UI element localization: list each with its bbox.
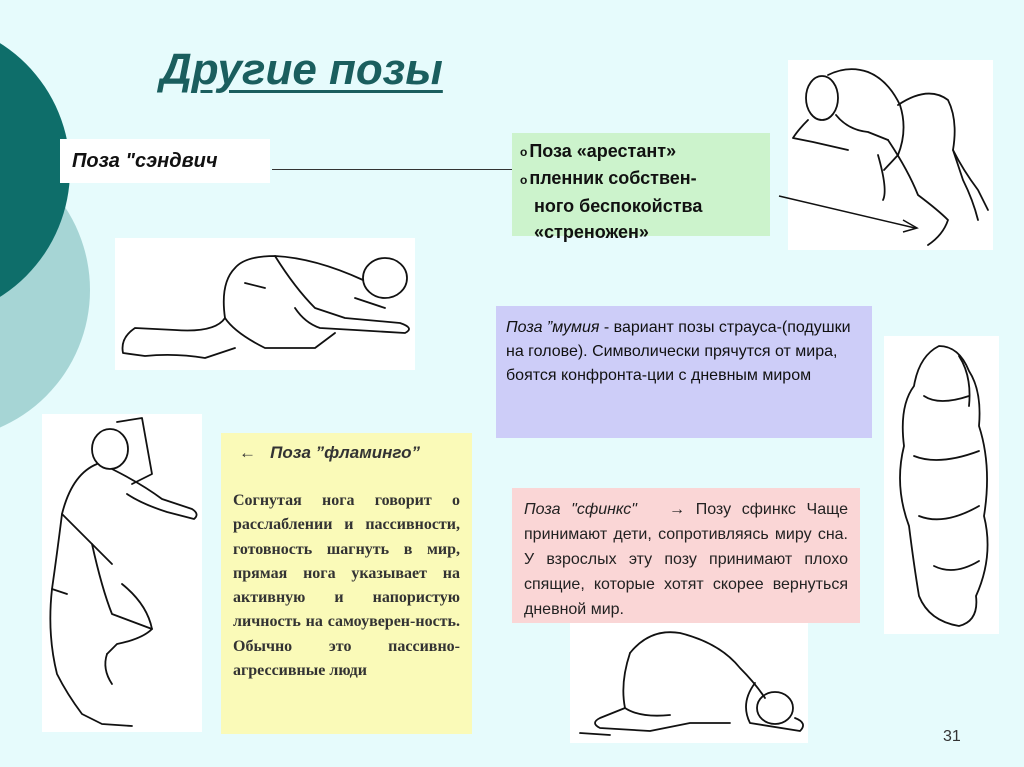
arrow-right-icon: → — [669, 501, 686, 518]
sandwich-figure — [115, 238, 415, 370]
sfinks-box — [512, 488, 860, 623]
page-title: Другие позы — [160, 45, 443, 94]
sfinks-name: Поза "сфинкс" — [524, 501, 637, 518]
arrestant-row-1 — [520, 138, 770, 165]
sfinks-figure — [570, 623, 808, 743]
flamingo-figure — [42, 414, 202, 732]
sfinks-text: Позу сфинкс Чаще принимают дети, сопротивляясь миру сна. У взрослых эту позу принимают плохо спящие, которые хотят скорее вернуться дневной мир. — [524, 501, 848, 618]
sandwich-label: Поза "сэндвич — [60, 139, 270, 183]
connector-line — [272, 169, 512, 170]
arrestant-row-2 — [520, 165, 770, 192]
bullet-icon: o — [520, 145, 528, 160]
mumia-figure — [884, 336, 999, 634]
arrestant-line: ного беспокойства — [534, 195, 703, 216]
flamingo-name: Поза ”фламинго” — [270, 443, 420, 462]
mumia-name: Поза ”мумия — [506, 319, 600, 336]
flamingo-box — [221, 433, 472, 734]
mumia-text: - вариант позы страуса-(подушки на голове). Символически прячутся от мира, боятся конфронта-ции с дневным миром — [506, 319, 851, 384]
arrestant-line: пленник собствен- — [529, 168, 697, 189]
arrow-left-icon: ← — [239, 443, 256, 462]
bullet-icon: o — [520, 172, 528, 187]
flamingo-text: Согнутая нога говорит о расслаблении и пассивности, готовность шагнуть в мир, прямая нога указывает на активную и напористую личность на самоуверен-ность. Обычно это пассивно-агрессивные люди — [233, 492, 460, 680]
arrestant-box — [512, 133, 770, 242]
arrestant-line: «стреножен» — [534, 221, 649, 242]
page-number: 31 — [943, 728, 961, 745]
mumia-box — [496, 306, 872, 438]
flamingo-heading — [239, 443, 460, 463]
arrow-icon — [775, 190, 925, 235]
arrestant-title: Поза «арестант» — [529, 141, 677, 161]
